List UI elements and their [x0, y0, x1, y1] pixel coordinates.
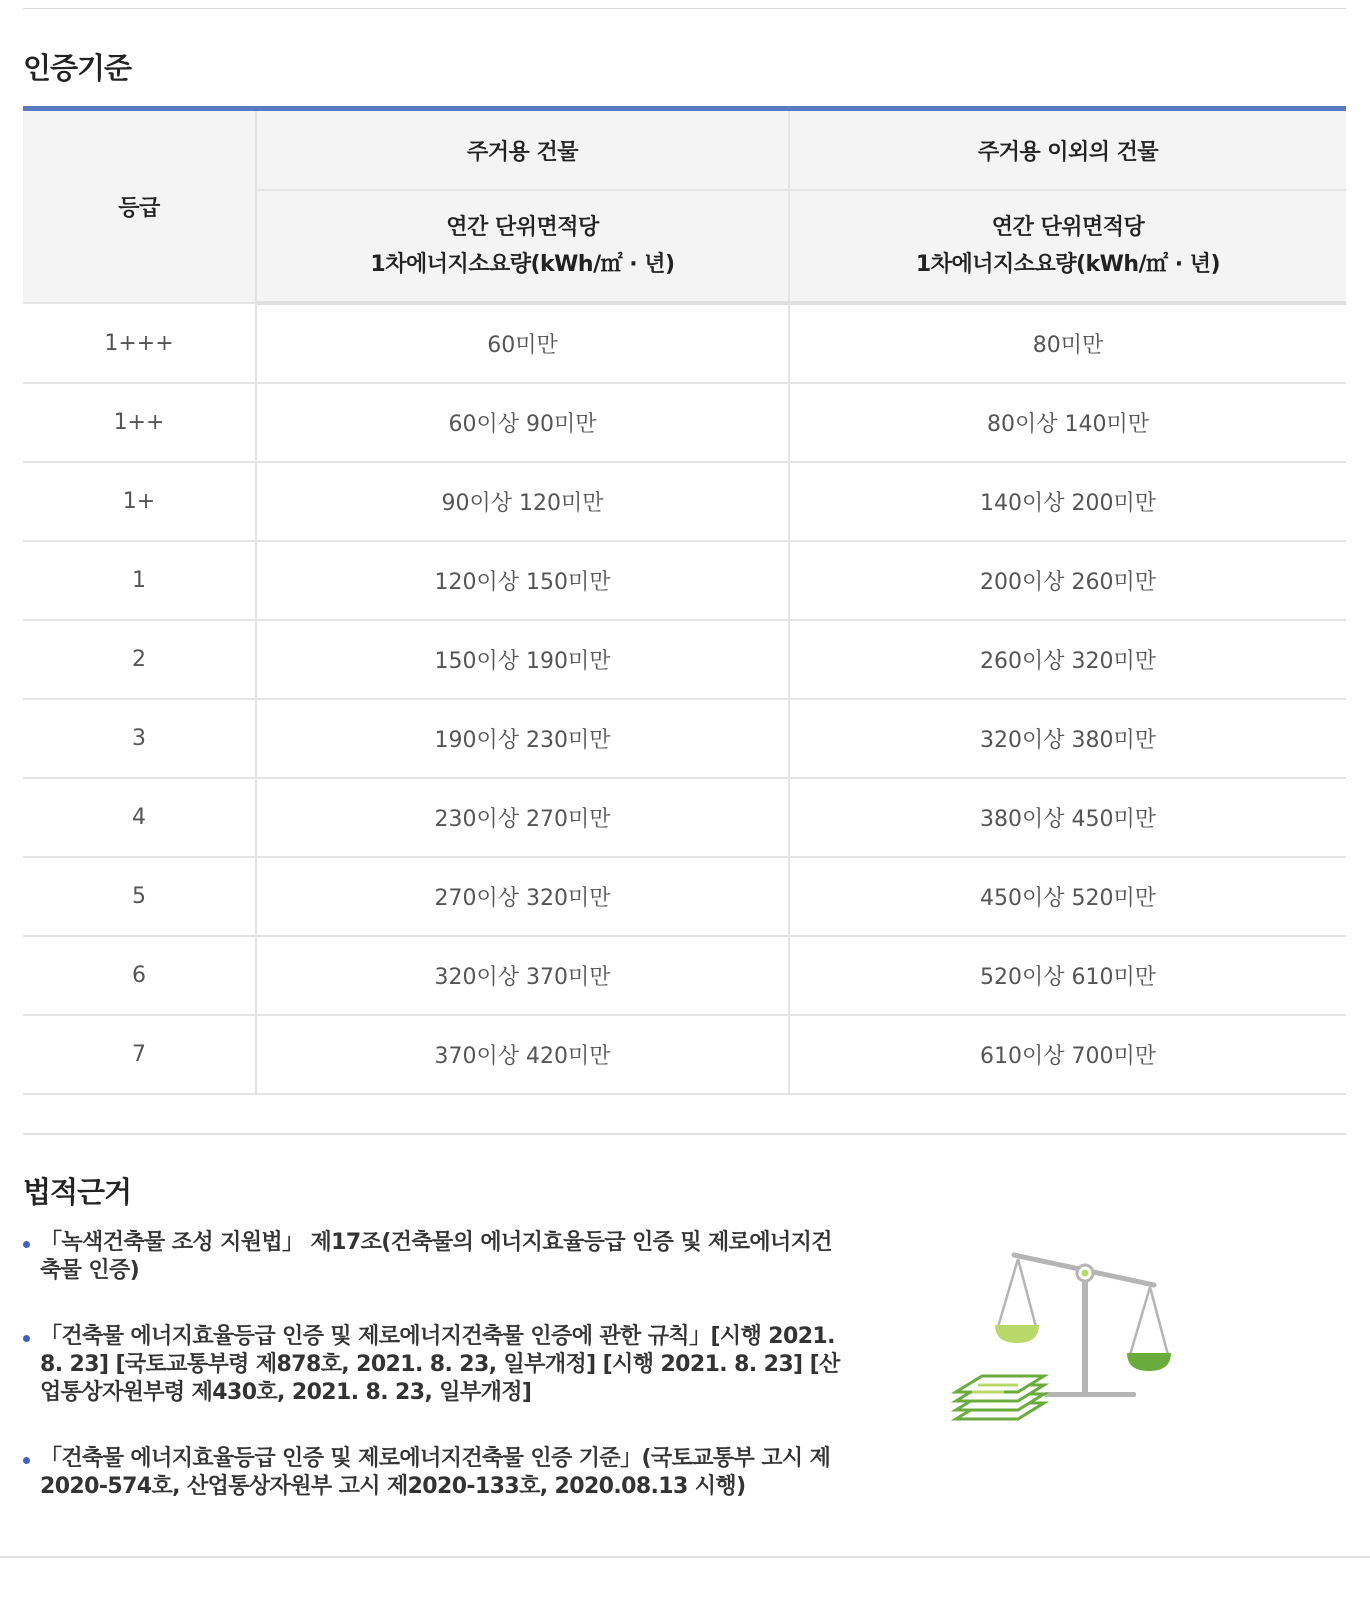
- table-row: [23, 778, 1346, 857]
- table-row: [23, 541, 1346, 620]
- unit-label-line2: 1차에너지소요량(kWh/㎡ · 년): [370, 252, 675, 277]
- non-residential-header: 주거용 이외의 건물: [789, 109, 1346, 191]
- list-item: [23, 1229, 843, 1285]
- non-residential-value-cell: 260이상 320미만: [789, 620, 1346, 699]
- non-residential-unit-header: [789, 190, 1346, 303]
- residential-value-cell: 320이상 370미만: [256, 936, 789, 1015]
- grade-cell: 1+: [23, 462, 256, 541]
- grade-cell: 1++: [23, 383, 256, 462]
- residential-value-cell: 270이상 320미만: [256, 857, 789, 936]
- non-residential-value-cell: 380이상 450미만: [789, 778, 1346, 857]
- page-bottom-divider: [0, 1556, 1370, 1558]
- section-divider: [23, 1133, 1346, 1135]
- table-row: [23, 303, 1346, 383]
- non-residential-value-cell: 610이상 700미만: [789, 1015, 1346, 1094]
- legal-basis-title: 법적근거: [23, 1175, 132, 1209]
- bullet-icon: [23, 1241, 30, 1248]
- non-residential-value-cell: 80미만: [789, 303, 1346, 383]
- table-row: [23, 936, 1346, 1015]
- table-row: [23, 857, 1346, 936]
- residential-value-cell: 370이상 420미만: [256, 1015, 789, 1094]
- bullet-icon: [23, 1335, 30, 1342]
- non-residential-value-cell: 450이상 520미만: [789, 857, 1346, 936]
- residential-value-cell: 60미만: [256, 303, 789, 383]
- unit-label-line1: 연간 단위면적당: [991, 215, 1145, 240]
- grade-cell: 6: [23, 936, 256, 1015]
- non-residential-value-cell: 320이상 380미만: [789, 699, 1346, 778]
- grade-cell: 4: [23, 778, 256, 857]
- grade-cell: 2: [23, 620, 256, 699]
- non-residential-value-cell: 520이상 610미만: [789, 936, 1346, 1015]
- criteria-section-title: 인증기준: [23, 51, 132, 85]
- legal-item-text: 「녹색건축물 조성 지원법」 제17조(건축물의 에너지효율등급 인증 및 제로에너지건축물 인증): [40, 1230, 832, 1283]
- non-residential-value-cell: 200이상 260미만: [789, 541, 1346, 620]
- grade-cell: 3: [23, 699, 256, 778]
- grade-cell: 1: [23, 541, 256, 620]
- residential-value-cell: 190이상 230미만: [256, 699, 789, 778]
- non-residential-value-cell: 80이상 140미만: [789, 383, 1346, 462]
- unit-label-line2: 1차에너지소요량(kWh/㎡ · 년): [915, 252, 1221, 277]
- legal-item-text: 「건축물 에너지효율등급 인증 및 제로에너지건축물 인증 기준」(국토교통부 고시 제2020-574호, 산업통상자원부 고시 제2020-133호, 2020.08.13 시행): [40, 1446, 831, 1499]
- legal-item-text: 「건축물 에너지효율등급 인증 및 제로에너지건축물 인증에 관한 규칙」[시행 2021. 8. 23] [국토교통부령 제878호, 2021. 8. 23, 일부개정] [시행 2021. 8. 23] [산업통상자원부령 제430호, 2021. 8. 23, 일부개정]: [40, 1324, 840, 1405]
- residential-header: 주거용 건물: [256, 109, 789, 191]
- grade-cell: 5: [23, 857, 256, 936]
- table-row: [23, 462, 1346, 541]
- non-residential-value-cell: 140이상 200미만: [789, 462, 1346, 541]
- residential-value-cell: 150이상 190미만: [256, 620, 789, 699]
- list-item: [23, 1445, 843, 1501]
- table-row: [23, 383, 1346, 462]
- balance-scale-icon: [948, 1245, 1178, 1435]
- grade-header: 등급: [23, 109, 256, 304]
- residential-value-cell: 60이상 90미만: [256, 383, 789, 462]
- bullet-icon: [23, 1457, 30, 1464]
- residential-value-cell: 90이상 120미만: [256, 462, 789, 541]
- legal-basis-list: [23, 1229, 843, 1539]
- list-item: [23, 1323, 843, 1407]
- unit-label-line1: 연간 단위면적당: [446, 215, 599, 240]
- grade-cell: 7: [23, 1015, 256, 1094]
- residential-unit-header: [256, 190, 789, 303]
- residential-value-cell: 120이상 150미만: [256, 541, 789, 620]
- table-row: [23, 1015, 1346, 1094]
- top-divider: [23, 8, 1346, 9]
- certification-criteria-table: [23, 106, 1346, 1095]
- grade-cell: 1+++: [23, 303, 256, 383]
- table-row: [23, 620, 1346, 699]
- residential-value-cell: 230이상 270미만: [256, 778, 789, 857]
- table-row: [23, 699, 1346, 778]
